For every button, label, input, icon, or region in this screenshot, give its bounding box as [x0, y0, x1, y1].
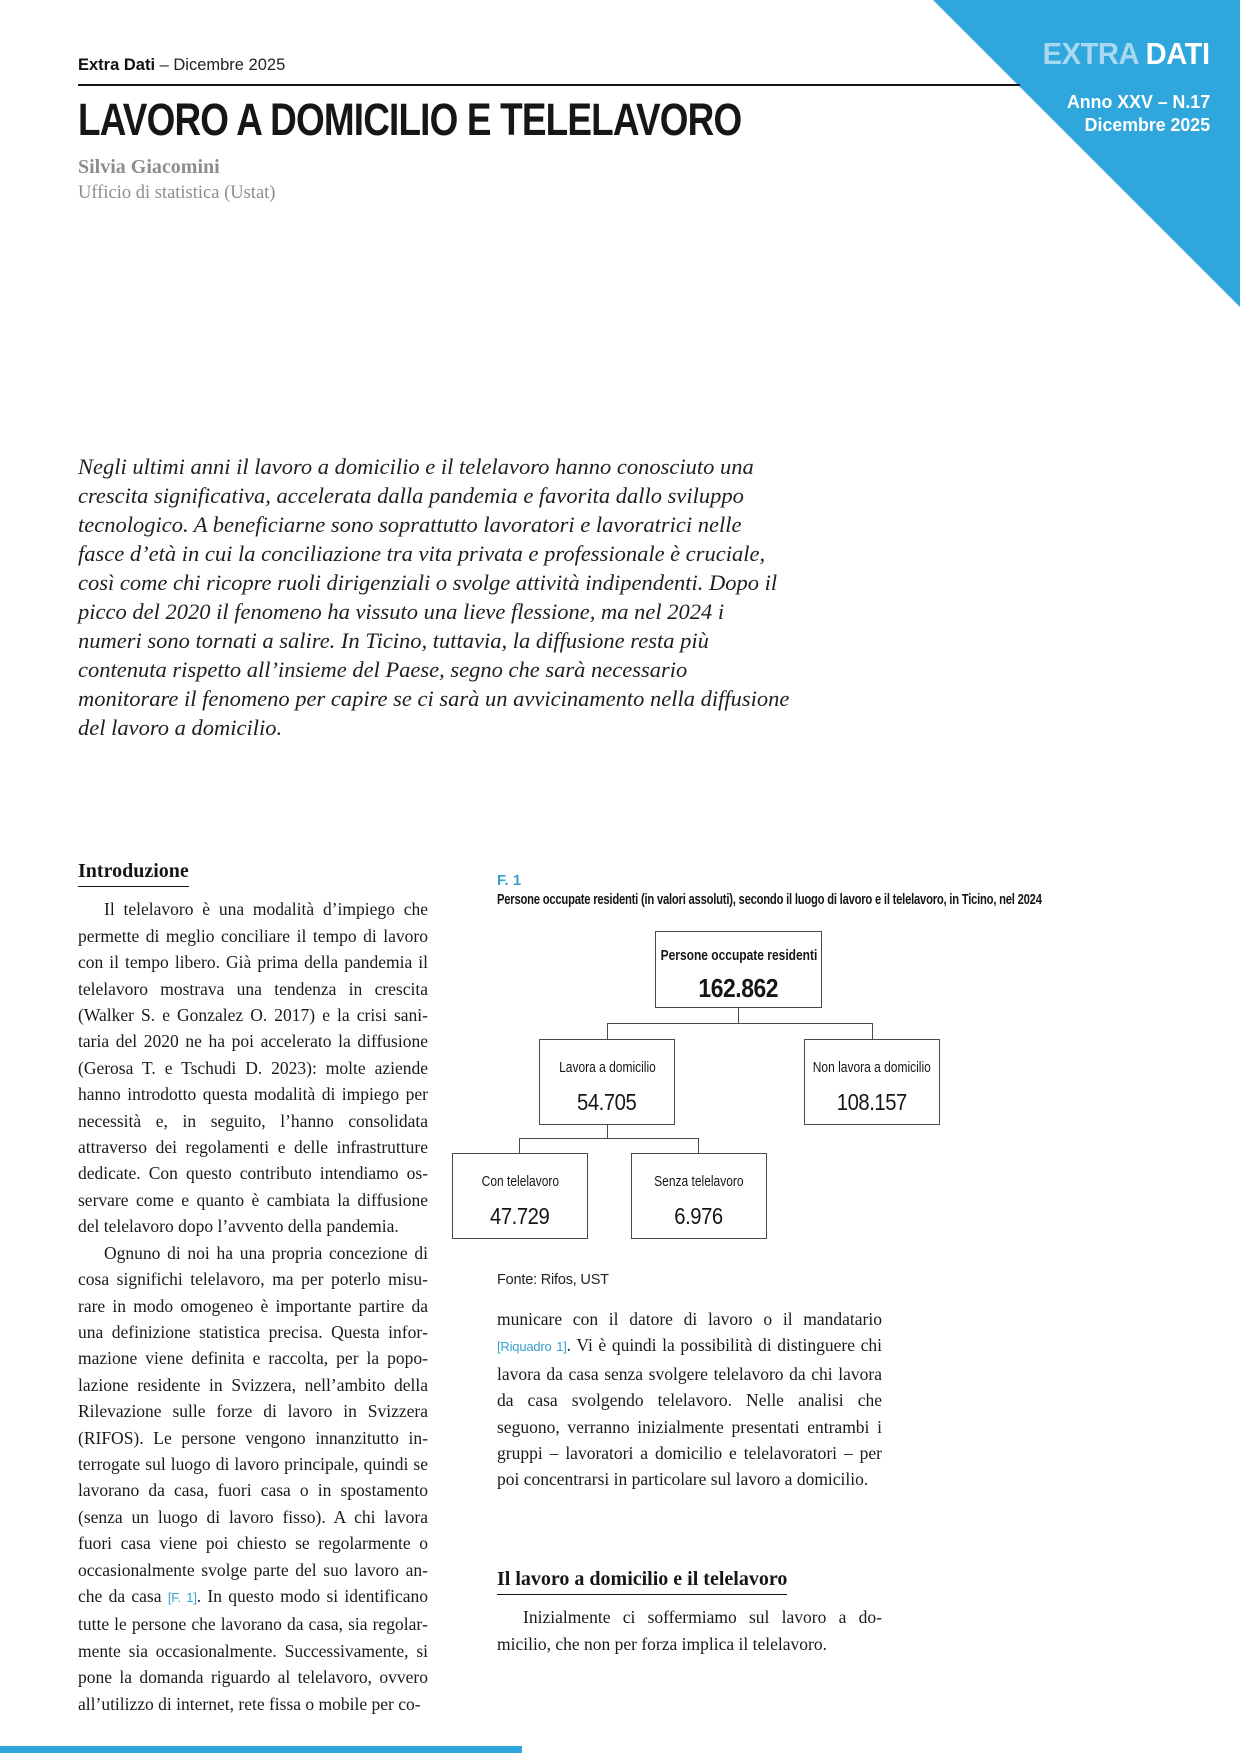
- lead-paragraph: Negli ultimi anni il lavoro a domicilio e il telelavoro hanno conosciuto una crescita significativa, accelerata dalla pandemia e favorita dallo sviluppo tecnologico. A beneficiarne sono soprattutto lavoratori e lavoratrici nelle fasce d’età in cui la conciliazione tra vita privata e professionale è cruciale, così come chi ricopre ruoli dirigenziali o svolge attività indipendenti. Dopo il picco del 2020 il fenomeno ha vissuto una lieve flessione, ma nel 2024 i numeri sono tornati a salire. In Ticino, tuttavia, la diffusione resta più contenuta rispetto all’insieme del Paese, segno che sarà necessario monitorare il fenomeno per capire se ci sarà un avvicinamento nella diffusione del lavoro a domicilio.: [78, 454, 790, 740]
- column2-paragraph-1-rest: . Vi è quindi la possibilità di distinguere chi lavora da casa senza svolgere telelavoro da chi lavora da casa svolgendo telelavoro. Nelle analisi che seguono, verranno inizialmente presentati entrambi i gruppi – lavoratori a domicilio e telelavoratori – per poi concentrarsi in particolare sul lavoro a domicilio.: [497, 1335, 882, 1490]
- page-title: LAVORO A DOMICILIO E TELELAVORO: [78, 94, 742, 145]
- figure-label: F. 1: [497, 872, 522, 889]
- connector-line: [519, 1138, 520, 1153]
- tree-node-root: [655, 931, 822, 1008]
- banner-issue-line1: Anno XXV – N.17: [1066, 91, 1210, 112]
- banner-word-dati: DATI: [1146, 36, 1210, 71]
- banner-word-extra: EXTRA: [1043, 36, 1139, 71]
- connector-line: [519, 1138, 699, 1139]
- author-name: Silvia Giacomini: [78, 156, 220, 178]
- connector-line: [607, 1023, 608, 1039]
- tree-node-value: 108.157: [836, 1089, 908, 1115]
- connector-line: [698, 1138, 699, 1153]
- column2-paragraph-1-text: municare con il datore di lavoro o il mandatario: [497, 1309, 882, 1329]
- intro-paragraph-1: Il telelavoro è una modalità d’impiego che permette di meglio conciliare il tempo di lavoro con il tempo libero. Già prima della pandemia il telelavoro mostrava una tendenza in crescita (Walker S. e Gonzalez O. 2017) e la crisi sanitaria del 2020 ne ha poi accelerato la diffusione (Gerosa T. e Tschudi D. 2023): molte aziende hanno introdotto questa modalità di impiego per necessità e, in seguito, l’hanno consolidata attraverso dei regolamenti e delle infrastrutture dedicate. Con questo contributo intendiamo osservare come e quanto è cambiata la diffusione del telelavoro dopo l’avvento della pandemia.: [78, 899, 428, 1237]
- tree-node-lavora-domicilio: [539, 1039, 675, 1125]
- header-brand-name: Extra Dati: [78, 56, 156, 74]
- intro-paragraph-2-text: Ognuno di noi ha una propria concezione di cosa significhi telelavoro, ma per poterlo misurare in modo omogeneo è importante partire da una definizione statistica precisa. Questa informazione viene definita e raccolta, per la popolazione residente in Svizzera, nell’ambito della Rilevazione sulle forze di lavoro in Svizzera (RIFOS). Le persone vengono innanzitutto interrogate sul luogo di lavoro principale, quindi se lavorano da casa, fuori casa o in spostamento (senza un luogo di lavoro fisso). A chi lavora fuori casa viene poi chiesto se regolarmente o occasionalmente svolge parte del suo lavoro anche da casa: [78, 1242, 428, 1606]
- author-affiliation: Ufficio di statistica (Ustat): [78, 183, 276, 203]
- tree-node-value: 47.729: [490, 1203, 550, 1229]
- tree-node-label: Non lavora a domicilio: [812, 1059, 932, 1076]
- tree-node-label: Persone occupate residenti: [660, 947, 817, 964]
- connector-line: [872, 1023, 873, 1039]
- figure-source: Fonte: Rifos, UST: [497, 1272, 609, 1288]
- banner-issue-line2: Dicembre 2025: [1084, 114, 1210, 135]
- header-brand-date: – Dicembre 2025: [155, 56, 286, 74]
- tree-node-non-lavora-domicilio: [804, 1039, 940, 1125]
- connector-line: [738, 1008, 739, 1024]
- footer-accent-bar: [0, 1746, 522, 1753]
- tree-node-con-telelavoro: [452, 1153, 588, 1239]
- tree-node-label: Senza telelavoro: [654, 1173, 744, 1190]
- tree-node-value: 6.976: [674, 1203, 724, 1229]
- intro-heading: Introduzione: [78, 858, 189, 887]
- figure-ref-link[interactable]: [F. 1]: [167, 1589, 197, 1605]
- left-column: [78, 858, 428, 1717]
- intro-paragraph-2-rest: . In questo modo si identificano tutte le persone che lavorano da casa, sia regolarmente sia occasionalmente. Successivamente, si pone la domanda riguardo al telelavoro, ovvero all’utilizzo di internet, rete fissa o mobile per co-: [78, 1585, 428, 1714]
- tree-node-label: Con telelavoro: [481, 1173, 559, 1190]
- tree-node-label: Lavora a domicilio: [558, 1059, 656, 1076]
- column2-paragraph-1: [497, 1306, 882, 1493]
- section2-paragraph: Inizialmente ci soffermiamo sul lavoro a domicilio, che non per forza implica il telelavoro.: [497, 1607, 882, 1654]
- header-brand: [78, 56, 285, 75]
- section2-heading: Il lavoro a domicilio e il telelavoro: [497, 1566, 787, 1595]
- tree-node-value: 162.862: [698, 973, 779, 1003]
- tree-node-value: 54.705: [577, 1089, 637, 1115]
- riquadro-ref-link[interactable]: [Riquadro 1]: [497, 1339, 567, 1355]
- figure-caption: Persone occupate residenti (in valori assoluti), secondo il luogo di lavoro e il telelavoro, in Ticino, nel 2024: [497, 891, 1042, 908]
- connector-line: [607, 1023, 872, 1024]
- tree-node-senza-telelavoro: [631, 1153, 767, 1239]
- banner-title: [1043, 36, 1210, 72]
- right-column: [497, 1306, 882, 1657]
- connector-line: [607, 1125, 608, 1139]
- intro-paragraph-2: [78, 1240, 428, 1717]
- figure-f1: [481, 868, 1097, 1308]
- banner-issue: [1067, 90, 1210, 136]
- header-rule: [78, 84, 1020, 86]
